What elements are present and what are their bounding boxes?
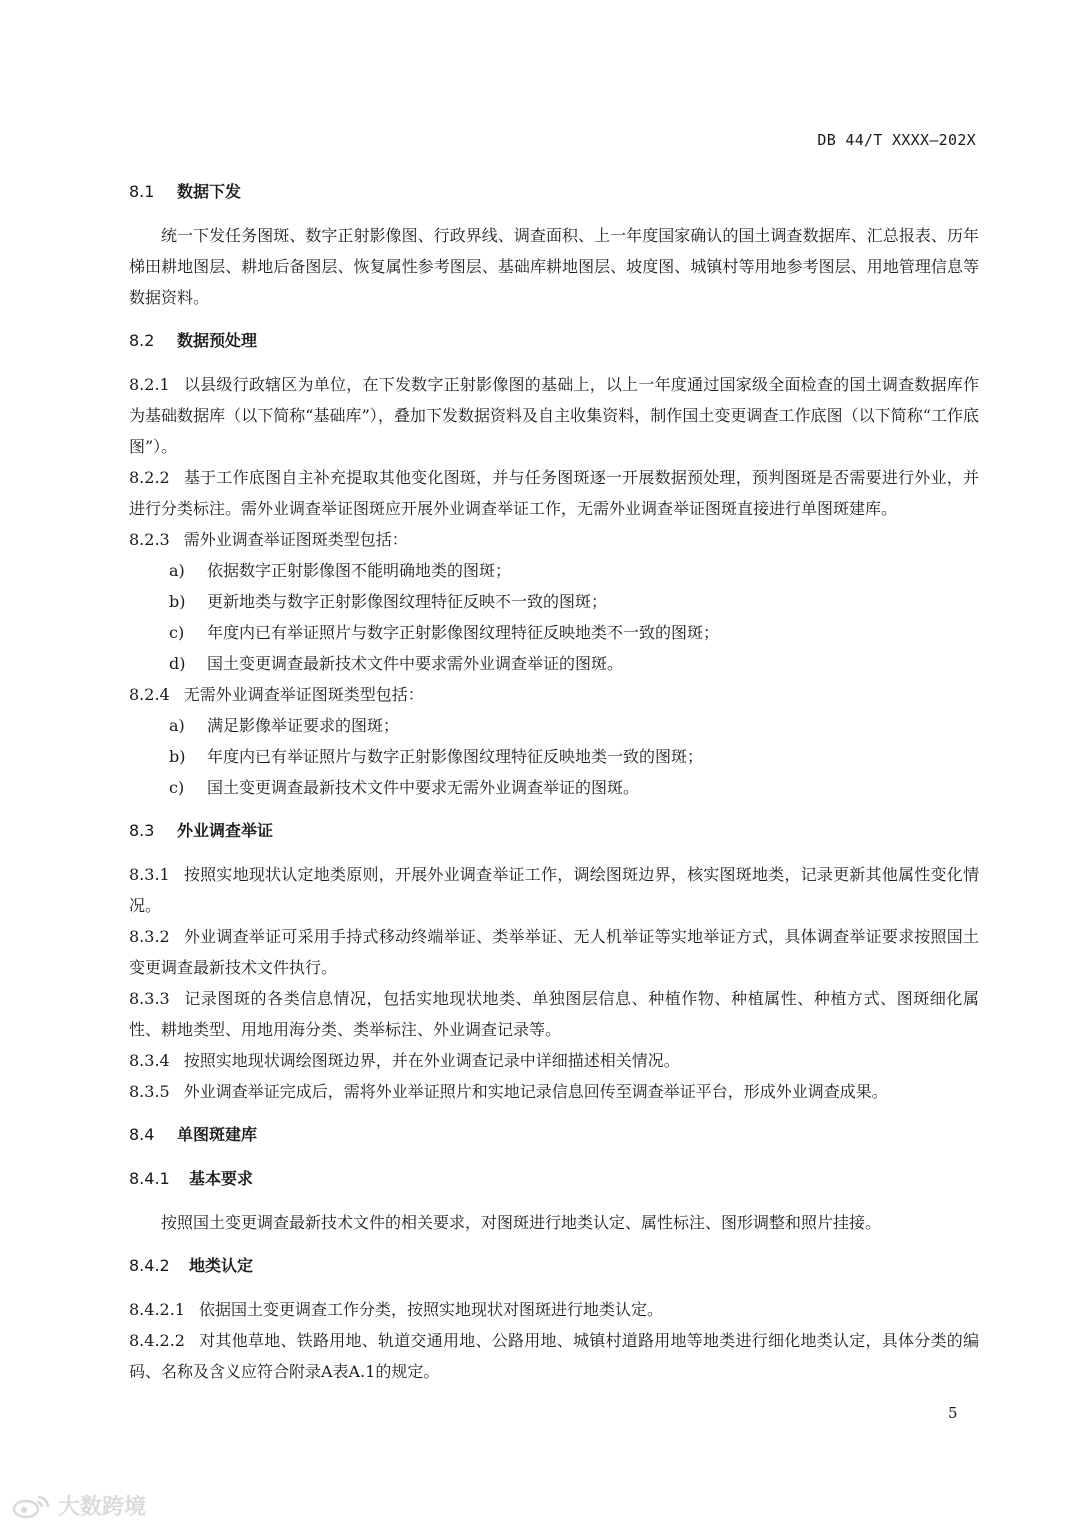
clause-number: 8.4.2.1 [129, 1300, 185, 1319]
clause-8-3-2 [129, 921, 979, 983]
list-item [129, 617, 979, 648]
clause-text: 依据国土变更调查工作分类，按照实地现状对图斑进行地类认定。 [198, 1300, 663, 1319]
clause-number: 8.3.3 [129, 989, 170, 1008]
section-8-2-heading [129, 325, 979, 356]
list-item-text: 国土变更调查最新技术文件中要求需外业调查举证的图斑。 [207, 654, 624, 673]
list-item [129, 710, 979, 741]
clause-text: 外业调查举证完成后，需将外业举证照片和实地记录信息回传至调查举证平台，形成外业调查成果。 [183, 1082, 888, 1101]
section-number: 8.3 [129, 821, 155, 840]
clause-text: 对其他草地、铁路用地、轨道交通用地、公路用地、城镇村道路用地等地类进行细化地类认定，具体分类的编码、名称及含义应符合附录A表A.1的规定。 [129, 1331, 979, 1381]
clause-number: 8.3.1 [129, 865, 170, 884]
list-item-text: 更新地类与数字正射影像图纹理特征反映不一致的图斑； [207, 592, 608, 611]
clause-number: 8.3.2 [129, 927, 170, 946]
clause-number: 8.3.4 [129, 1051, 170, 1070]
list-marker: c) [169, 623, 185, 642]
section-title: 数据预处理 [177, 331, 258, 350]
list-marker: a) [169, 716, 185, 735]
clause-text: 基于工作底图自主补充提取其他变化图斑，并与任务图斑逐一开展数据预处理，预判图斑是否需要进行外业，并进行分类标注。需外业调查举证图斑应开展外业调查举证工作，无需外业调查举证图斑直接进行单图斑建库。 [129, 468, 979, 518]
clause-8-4-2-1 [129, 1294, 979, 1325]
clause-8-2-3 [129, 524, 979, 555]
weibo-logo-icon [12, 1493, 52, 1519]
section-8-3-heading [129, 815, 979, 846]
clause-text: 按照实地现状调绘图斑边界，并在外业调查记录中详细描述相关情况。 [183, 1051, 680, 1070]
section-title: 基本要求 [189, 1169, 254, 1188]
clause-number: 8.2.2 [129, 468, 170, 487]
list-marker: d) [169, 654, 186, 673]
clause-text: 记录图斑的各类信息情况，包括实地现状地类、单独图层信息、种植作物、种植属性、种植方式、图斑细化属性、耕地类型、用地用海分类、类举标注、外业调查记录等。 [129, 989, 979, 1039]
list-item [129, 648, 979, 679]
clause-text: 需外业调查举证图斑类型包括： [183, 530, 408, 549]
section-number: 8.4.1 [129, 1169, 170, 1188]
clause-8-2-4 [129, 679, 979, 710]
list-item-text: 满足影像举证要求的图斑； [207, 716, 400, 735]
section-8-4-heading [129, 1119, 979, 1150]
section-title: 地类认定 [189, 1256, 254, 1275]
section-8-4-1-paragraph: 按照国土变更调查最新技术文件的相关要求，对图斑进行地类认定、属性标注、图形调整和照片挂接。 [161, 1213, 882, 1232]
list-marker: a) [169, 561, 185, 580]
list-marker: b) [169, 592, 186, 611]
clause-8-3-5 [129, 1076, 979, 1107]
clause-text: 无需外业调查举证图斑类型包括： [183, 685, 424, 704]
list-item [129, 741, 979, 772]
clause-text: 按照实地现状认定地类原则，开展外业调查举证工作，调绘图斑边界，核实图斑地类，记录更新其他属性变化情况。 [129, 865, 979, 915]
list-item [129, 586, 979, 617]
list-item-text: 国土变更调查最新技术文件中要求无需外业调查举证的图斑。 [207, 778, 640, 797]
clause-8-4-2-2 [129, 1325, 979, 1387]
clause-8-3-1 [129, 859, 979, 921]
section-title: 数据下发 [177, 182, 242, 201]
section-8-4-1-heading [129, 1163, 979, 1194]
clause-8-3-4 [129, 1045, 979, 1076]
clause-text: 以县级行政辖区为单位，在下发数字正射影像图的基础上，以上一年度通过国家级全面检查的国土调查数据库作为基础数据库（以下简称“基础库”），叠加下发数据资料及自主收集资料，制作国土变更调查工作底图（以下简称“工作底图”）。 [129, 375, 979, 456]
page-number: 5 [948, 1404, 958, 1422]
section-number: 8.4.2 [129, 1256, 170, 1275]
document-body [129, 176, 979, 1387]
clause-text: 外业调查举证可采用手持式移动终端举证、类举举证、无人机举证等实地举证方式，具体调查举证要求按照国土变更调查最新技术文件执行。 [129, 927, 979, 977]
watermark-text: 大数跨境 [58, 1495, 147, 1520]
watermark [12, 1490, 146, 1521]
section-8-1-heading [129, 176, 979, 207]
clause-number: 8.3.5 [129, 1082, 170, 1101]
section-number: 8.1 [129, 182, 155, 201]
list-item-text: 年度内已有举证照片与数字正射影像图纹理特征反映地类一致的图斑； [207, 747, 704, 766]
list-item-text: 依据数字正射影像图不能明确地类的图斑； [207, 561, 512, 580]
section-8-4-2-heading [129, 1250, 979, 1281]
clause-number: 8.2.4 [129, 685, 170, 704]
list-marker: b) [169, 747, 186, 766]
clause-number: 8.2.3 [129, 530, 170, 549]
section-number: 8.2 [129, 331, 155, 350]
document-code-header: DB 44/T XXXX—202X [817, 131, 976, 149]
list-item [129, 555, 979, 586]
clause-8-3-3 [129, 983, 979, 1045]
clause-8-2-2 [129, 462, 979, 524]
list-item [129, 772, 979, 803]
section-number: 8.4 [129, 1125, 155, 1144]
section-title: 外业调查举证 [177, 821, 274, 840]
section-8-1-paragraph: 统一下发任务图斑、数字正射影像图、行政界线、调查面积、上一年度国家确认的国土调查数据库、汇总报表、历年梯田耕地图层、耕地后备图层、恢复属性参考图层、基础库耕地图层、坡度图、城镇村等用地参考图层、用地管理信息等数据资料。 [129, 226, 979, 307]
clause-8-2-1 [129, 369, 979, 462]
list-marker: c) [169, 778, 185, 797]
clause-number: 8.2.1 [129, 375, 170, 394]
section-title: 单图斑建库 [177, 1125, 258, 1144]
list-item-text: 年度内已有举证照片与数字正射影像图纹理特征反映地类不一致的图斑； [207, 623, 720, 642]
clause-number: 8.4.2.2 [129, 1331, 185, 1350]
